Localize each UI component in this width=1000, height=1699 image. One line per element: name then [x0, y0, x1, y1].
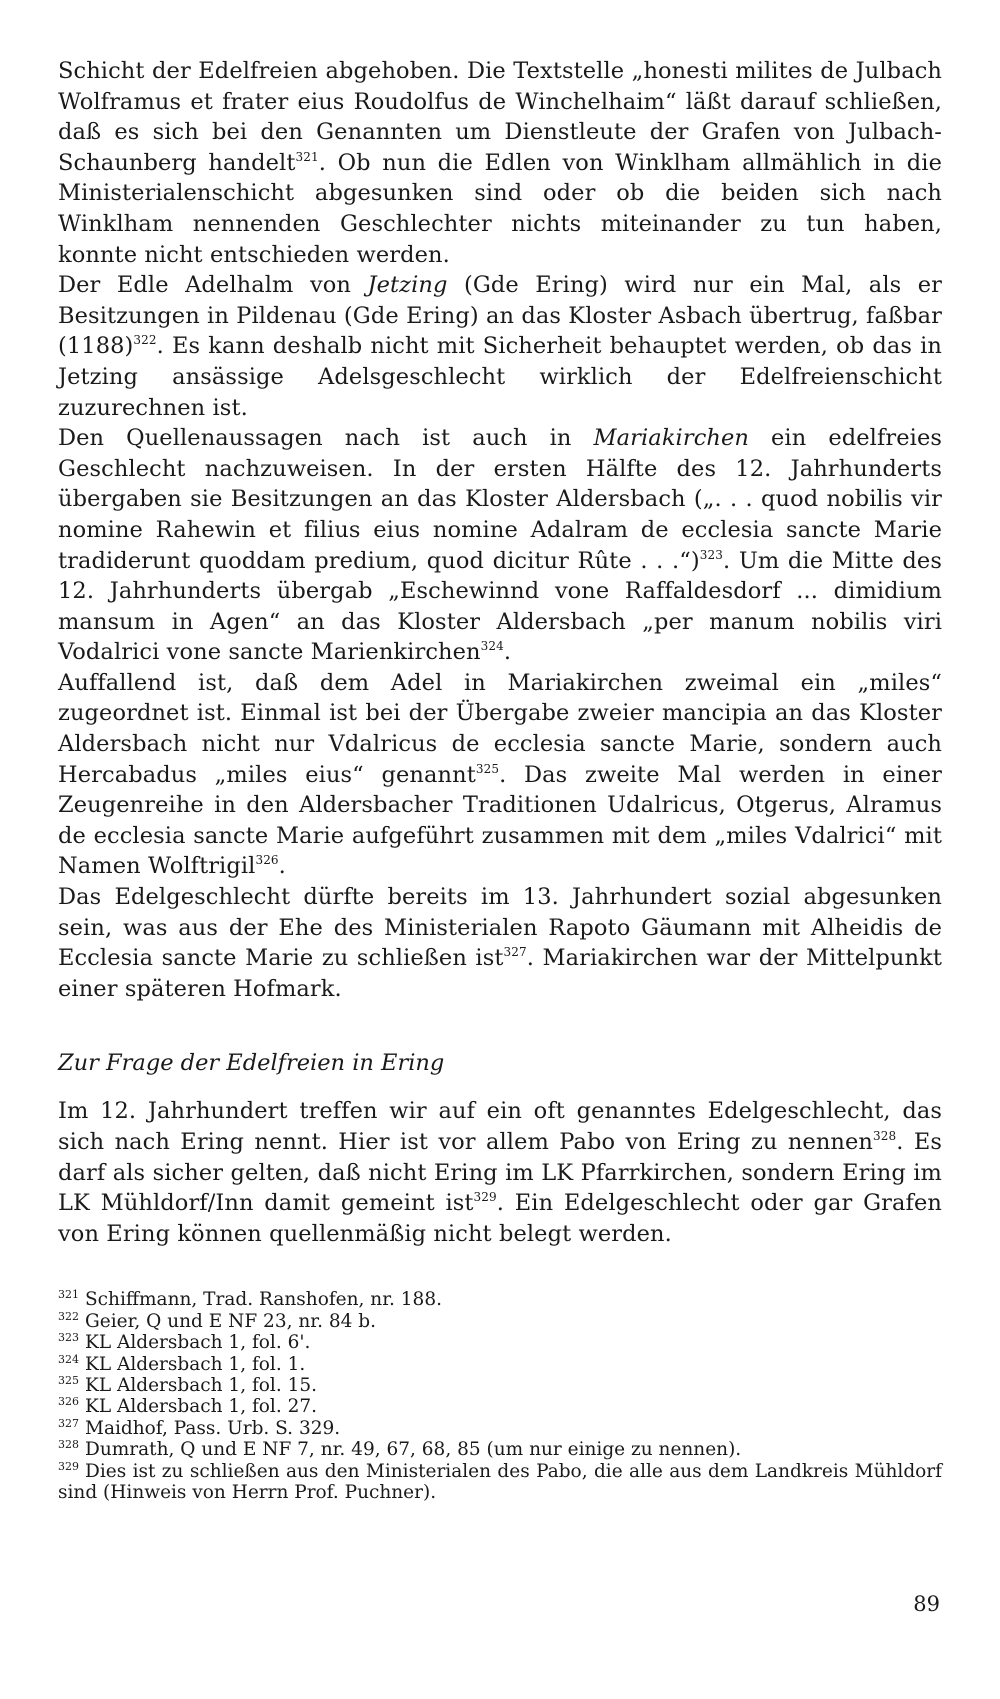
footnote-text: Geier, Q und E NF 23, nr. 84 b.: [85, 1310, 376, 1332]
footnote-ref: 329: [473, 1190, 497, 1205]
page-body: [58, 56, 942, 1503]
body-text: [58, 56, 942, 1004]
text-run: . Es darf als sicher gelten, daß nicht Ering im LK Pfarrkirchen, sondern Ering im LK Mühldorf/Inn damit gemeint ist: [58, 1129, 942, 1217]
text-run: . Ob nun die Edlen von Winklham allmählich in die Ministerialenschicht abgesunken sind oder ob die beiden sich nach Winklham nennenden Geschlechter nichts miteinander zu tun haben, konnte nicht entschieden werden.: [58, 149, 942, 268]
footnote-text: Dumrath, Q und E NF 7, nr. 49, 67, 68, 85 (um nur einige zu nennen).: [85, 1439, 742, 1461]
footnote: [58, 1375, 942, 1396]
footnote-ref: 321: [295, 149, 319, 164]
footnote-text: KL Aldersbach 1, fol. 1.: [85, 1353, 306, 1375]
footnote: [58, 1311, 942, 1332]
footnote-number: 326: [58, 1395, 79, 1409]
place-name: Jetzing: [367, 272, 448, 299]
text-run: ein edelfreies Geschlecht nachzuweisen. In der ersten Hälfte des 12. Jahrhunderts übergaben sie Besitzungen an das Kloster Aldersbach („. . . quod nobilis vir nomine Rahewin et filius eius nomine Adalram de ecclesia sancte Marie tradiderunt quoddam predium, quod dicitur Rûte . . .“): [58, 425, 943, 574]
text-run: Im 12. Jahrhundert treffen wir auf ein oft genanntes Edelgeschlecht, das sich nach Ering nennt. Hier ist vor allem Pabo von Ering zu nennen: [58, 1098, 942, 1155]
footnotes: [58, 1289, 942, 1503]
footnote-ref: 327: [503, 945, 527, 960]
paragraph: [58, 1096, 942, 1249]
footnote-ref: 323: [699, 547, 723, 562]
paragraph: [58, 56, 942, 270]
footnote-number: 323: [58, 1331, 79, 1345]
text-run: Den Quellenaussagen nach ist auch in: [58, 425, 594, 452]
footnote-ref: 326: [255, 853, 279, 868]
footnote-text: KL Aldersbach 1, fol. 27.: [85, 1396, 318, 1418]
footnote-text: Schiffmann, Trad. Ranshofen, nr. 188.: [85, 1289, 442, 1311]
footnote: [58, 1289, 942, 1310]
footnote-text: Maidhof, Pass. Urb. S. 329.: [85, 1417, 341, 1439]
footnote-ref: 324: [480, 639, 504, 654]
paragraph: [58, 668, 942, 882]
footnote: [58, 1418, 942, 1439]
place-name: Mariakirchen: [593, 425, 750, 452]
footnote-ref: 325: [475, 761, 500, 776]
page-number: 89: [913, 1592, 940, 1616]
text-run: Das Edelgeschlecht dürfte bereits im 13. Jahrhundert sozial abgesunken sein, was aus der Ehe des Ministerialen Rapoto Gäumann mit Alheidis de Ecclesia sancte Marie zu schließen ist: [58, 884, 942, 972]
footnote-number: 328: [58, 1438, 79, 1452]
footnote-text: KL Aldersbach 1, fol. 15.: [85, 1375, 318, 1396]
text-run: . Das zweite Mal werden in einer Zeugenreihe in den Aldersbacher Traditionen Udalricus, Otgerus, Alramus de ecclesia sancte Marie aufgeführt zusammen mit dem „miles Vdalrici“ mit Namen Wolftrigil: [58, 761, 942, 880]
footnote-ref: 328: [873, 1129, 897, 1143]
text-run: Der Edle Adelhalm von: [58, 272, 368, 299]
footnote-text: KL Aldersbach 1, fol. 6'.: [85, 1332, 311, 1354]
text-run: .: [503, 639, 512, 666]
text-run: . Mariakirchen war der Mittelpunkt einer späteren Hofmark.: [58, 945, 942, 1002]
footnote-ref: 322: [133, 333, 157, 348]
footnote: [58, 1396, 942, 1417]
text-run: Auffallend ist, daß dem Adel in Mariakirchen zweimal ein „miles“ zugeordnet ist. Einmal ist bei der Übergabe zweier mancipia an das Kloster Aldersbach nicht nur Vdalricus de ecclesia sancte Marie, sondern auch Hercabadus „miles eius“ genannt: [58, 669, 942, 788]
text-run: . Um die Mitte des 12. Jahrhunderts übergab „Eschewinnd vone Raffaldesdorf ... dimidium mansum in Agen“ an das Kloster Aldersbach „per manum nobilis viri Vodalrici vone sancte Marienkirchen: [58, 547, 942, 666]
footnote: [58, 1439, 942, 1460]
footnote-number: 329: [58, 1459, 79, 1473]
footnote-text: Dies ist zu schließen aus den Ministerialen des Pabo, die alle aus dem Landkreis Mühldorf sind (Hinweis von Herrn Prof. Puchner).: [58, 1460, 942, 1504]
footnote-number: 324: [58, 1352, 79, 1366]
section-text: [58, 1096, 942, 1249]
text-run: . Es kann deshalb nicht mit Sicherheit behauptet werden, ob das in Jetzing ansässige Adelsgeschlecht wirklich der Edelfreienschicht zuzurechnen ist.: [58, 333, 942, 421]
footnote: [58, 1332, 942, 1353]
paragraph: [58, 423, 942, 668]
footnote-number: 322: [58, 1309, 79, 1323]
footnote: [58, 1354, 942, 1375]
text-run: .: [278, 853, 286, 880]
text-run: (Gde Ering) wird nur ein Mal, als er Besitzungen in Pildenau (Gde Ering) an das Kloster Asbach übertrug, faßbar (1188): [58, 272, 942, 360]
footnote-number: 325: [58, 1374, 79, 1387]
footnote-number: 327: [58, 1416, 79, 1430]
section-heading: Zur Frage der Edelfreien in Ering: [58, 1050, 445, 1077]
footnote: [58, 1461, 942, 1504]
text-run: . Ein Edelgeschlecht oder gar Grafen von Ering können quellenmäßig nicht belegt werden.: [58, 1190, 942, 1247]
paragraph: [58, 882, 942, 1004]
paragraph: [58, 270, 942, 423]
footnote-number: 321: [58, 1288, 79, 1302]
text-run: Schicht der Edelfreien abgehoben. Die Textstelle „honesti milites de Julbach Wolframus et frater eius Roudolfus de Winchelhaim“ läßt darauf schließen, daß es sich bei den Genannten um Dienstleute der Grafen von Julbach-Schaunberg handelt: [58, 58, 942, 176]
